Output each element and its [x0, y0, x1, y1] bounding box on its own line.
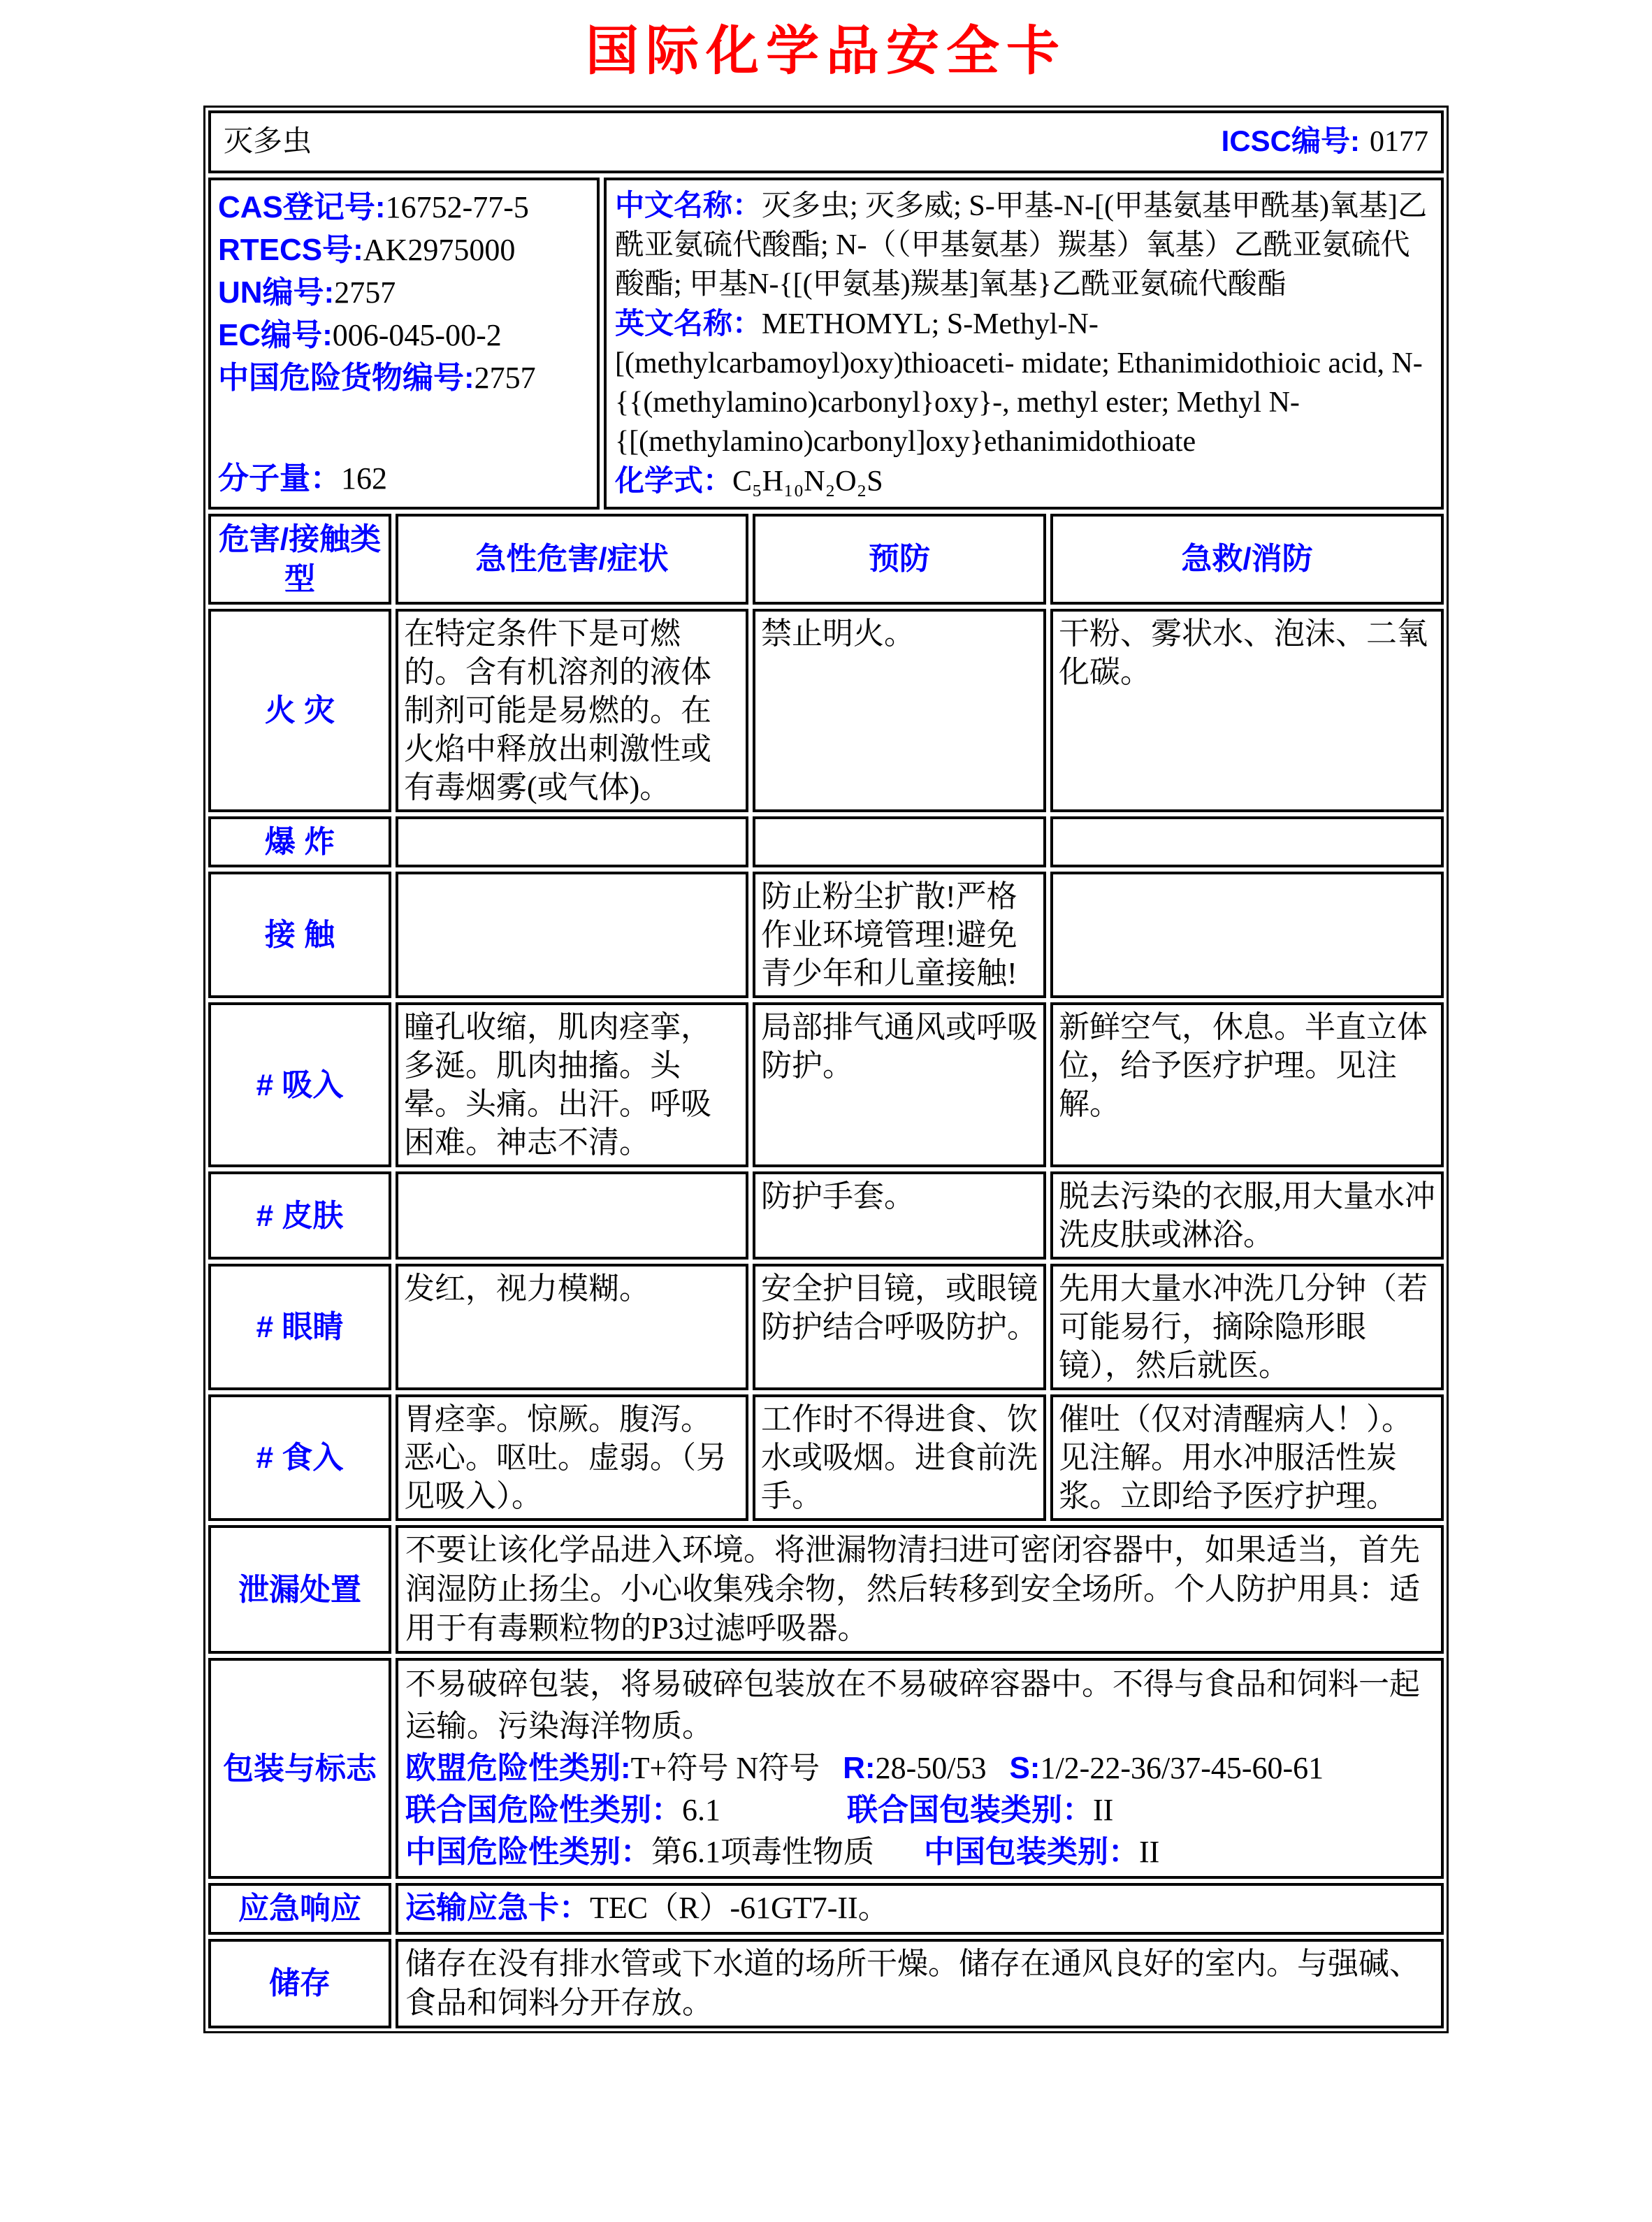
hazard-row-explosion	[208, 816, 1444, 867]
explosion-first-aid	[1050, 816, 1444, 867]
emergency-response-cell	[396, 1883, 1444, 1934]
ec-label: EC编号:	[218, 317, 333, 352]
hazard-row-fire	[208, 609, 1444, 812]
substance-name: 灭多虫	[224, 125, 312, 158]
formula-label: 化学式：	[615, 463, 733, 497]
spill-disposal-row	[208, 1525, 1444, 1654]
molecular-weight-line	[218, 457, 593, 500]
ec-value: 006-045-00-2	[332, 317, 502, 352]
storage-row	[208, 1939, 1444, 2028]
un-hazard-class-value: 6.1	[682, 1793, 720, 1828]
ingestion-symptoms: 胃痉挛。惊厥。腹泻。恶心。呕吐。虚弱。（另见吸入）。	[396, 1394, 748, 1521]
exposure-symptoms	[396, 872, 748, 998]
explosion-prevention	[753, 816, 1046, 867]
spill-disposal-text: 不要让该化学品进入环境。将泄漏物清扫进可密闭容器中，如果适当，首先润湿防止扬尘。小心收集残余物，然后转移到安全场所。个人防护用具：适用于有毒颗粒物的P3过滤呼吸器。	[396, 1525, 1444, 1654]
hazard-row-eyes	[208, 1264, 1444, 1390]
china-dg-label: 中国危险货物编号:	[218, 360, 474, 395]
china-dg-number-line	[218, 356, 593, 399]
rtecs-value: AK2975000	[363, 232, 516, 267]
packaging-label: 包装与标志	[208, 1658, 391, 1879]
r-phrases-label: R:	[843, 1751, 876, 1786]
cas-number-line	[218, 186, 593, 229]
english-name-value: METHOMYL; S-Methyl-N-[(methylcarbamoyl)oxy)thioaceti- midate; Ethanimidothioic acid, N-{{(methylamino)carbonyl}oxy}-, methyl ester; Methyl N-{[(methylamino)carbonyl]oxy}ethanimidothioate	[615, 308, 1423, 458]
ingestion-first-aid: 催吐（仅对清醒病人！）。见注解。用水冲服活性炭浆。立即给予医疗护理。	[1050, 1394, 1444, 1521]
un-class-line	[405, 1789, 1434, 1831]
rtecs-number-line	[218, 229, 593, 271]
china-class-line	[405, 1831, 1434, 1873]
fire-symptoms: 在特定条件下是可燃的。含有机溶剂的液体制剂可能是易燃的。在火焰中释放出刺激性或有毒烟雾(或气体)。	[396, 609, 748, 812]
inhalation-first-aid: 新鲜空气，休息。半直立体位，给予医疗护理。见注解。	[1050, 1002, 1444, 1167]
storage-text: 储存在没有排水管或下水道的场所干燥。储存在通风良好的室内。与强碱、食品和饲料分开存放。	[396, 1939, 1444, 2028]
header-hazard-type: 危害/接触类型	[208, 514, 391, 605]
identification-row	[208, 178, 1444, 510]
transport-card-label: 运输应急卡：	[405, 1891, 590, 1926]
emergency-response-row	[208, 1883, 1444, 1934]
inhalation-prevention: 局部排气通风或呼吸防护。	[753, 1002, 1046, 1167]
eyes-symptoms: 发红，视力模糊。	[396, 1264, 748, 1390]
eu-hazard-line	[405, 1747, 1434, 1789]
un-number-line	[218, 271, 593, 314]
packaging-content-cell	[396, 1658, 1444, 1879]
icsc-label: ICSC编号:	[1221, 124, 1360, 158]
transport-card-value: TEC（R）-61GT7-II。	[590, 1891, 889, 1926]
spacer	[218, 399, 593, 457]
english-name-paragraph	[615, 304, 1433, 461]
chinese-name-paragraph	[615, 186, 1433, 304]
skin-prevention: 防护手套。	[753, 1171, 1046, 1260]
ingestion-row-label: # 食入	[208, 1394, 391, 1521]
eyes-row-label: # 眼睛	[208, 1264, 391, 1390]
fire-first-aid: 干粉、雾状水、泡沫、二氧化碳。	[1050, 609, 1444, 812]
eyes-first-aid: 先用大量水冲洗几分钟（若可能易行，摘除隐形眼镜），然后就医。	[1050, 1264, 1444, 1390]
emergency-response-label: 应急响应	[208, 1883, 391, 1934]
english-name-label: 英文名称：	[615, 306, 762, 340]
china-dg-value: 2757	[474, 360, 536, 395]
ec-number-line	[218, 314, 593, 356]
hazard-row-inhalation	[208, 1002, 1444, 1167]
r-phrases-value: 28-50/53	[875, 1751, 987, 1786]
s-phrases-label: S:	[1009, 1751, 1041, 1786]
china-packing-group-value: II	[1139, 1835, 1160, 1870]
header-prevention: 预防	[753, 514, 1046, 605]
china-hazard-class-value: 第6.1项毒性物质	[651, 1835, 874, 1870]
molecular-weight-label: 分子量：	[218, 461, 341, 496]
eu-hazard-value: T+符号 N符号	[630, 1751, 820, 1786]
inhalation-symptoms: 瞳孔收缩，肌肉痉挛，多涎。肌肉抽搐。头晕。头痛。出汗。呼吸困难。神志不清。	[396, 1002, 748, 1167]
hazard-row-skin	[208, 1171, 1444, 1260]
hazard-row-ingestion	[208, 1394, 1444, 1521]
un-hazard-class-label: 联合国危险性类别：	[405, 1793, 682, 1828]
cas-value: 16752-77-5	[385, 189, 529, 224]
safety-card	[203, 106, 1449, 2033]
page-title: 国际化学品安全卡	[586, 22, 1066, 81]
eyes-prevention: 安全护目镜，或眼镜防护结合呼吸防护。	[753, 1264, 1046, 1390]
chinese-name-label: 中文名称：	[615, 188, 762, 222]
fire-prevention: 禁止明火。	[753, 609, 1046, 812]
name-row-cell	[208, 110, 1444, 173]
s-phrases-value: 1/2-22-36/37-45-60-61	[1040, 1751, 1324, 1786]
molecular-weight-value: 162	[341, 461, 387, 496]
skin-first-aid: 脱去污染的衣服,用大量水冲洗皮肤或淋浴。	[1050, 1171, 1444, 1260]
exposure-prevention: 防止粉尘扩散!严格作业环境管理!避免青少年和儿童接触!	[753, 872, 1046, 998]
skin-symptoms	[396, 1171, 748, 1260]
un-label: UN编号:	[218, 275, 335, 310]
explosion-symptoms	[396, 816, 748, 867]
hazard-row-exposure	[208, 872, 1444, 998]
storage-label: 储存	[208, 1939, 391, 2028]
china-hazard-class-label: 中国危险性类别：	[405, 1835, 651, 1870]
fire-row-label: 火 灾	[208, 609, 391, 812]
chinese-name-value: 灭多虫; 灭多威; S-甲基-N-[(甲基氨基甲酰基)氧基]乙酰亚氨硫代酸酯; N-（（甲基氨基）羰基）氧基）乙酰亚氨硫代酸酯; 甲基N-{[(甲氨基)羰基]氧基}乙酰亚氨硫代酸酯	[615, 189, 1427, 301]
header-first-aid: 急救/消防	[1050, 514, 1444, 605]
rtecs-label: RTECS号:	[218, 232, 363, 267]
name-row	[208, 110, 1444, 173]
packaging-text: 不易破碎包装，将易破碎包装放在不易破碎容器中。不得与食品和饲料一起运输。污染海洋物质。	[405, 1667, 1420, 1744]
formula-value: C₅H₁₀N₂O₂S	[732, 465, 883, 498]
header-acute-symptoms: 急性危害/症状	[396, 514, 748, 605]
eu-hazard-label: 欧盟危险性类别:	[405, 1751, 631, 1786]
china-packing-group-label: 中国包装类别：	[924, 1835, 1139, 1870]
icsc-number: 0177	[1370, 126, 1428, 159]
hazard-header-row	[208, 514, 1444, 605]
un-packing-group-value: II	[1093, 1793, 1114, 1828]
exposure-row-label: 接 触	[208, 872, 391, 998]
skin-row-label: # 皮肤	[208, 1171, 391, 1260]
formula-line	[615, 461, 1433, 501]
ingestion-prevention: 工作时不得进食、饮水或吸烟。进食前洗手。	[753, 1394, 1046, 1521]
un-packing-group-label: 联合国包装类别：	[847, 1793, 1093, 1828]
explosion-row-label: 爆 炸	[208, 816, 391, 867]
exposure-first-aid	[1050, 872, 1444, 998]
spill-disposal-label: 泄漏处置	[208, 1525, 391, 1654]
packaging-row	[208, 1658, 1444, 1879]
icsc-number-group	[1222, 123, 1428, 161]
inhalation-row-label: # 吸入	[208, 1002, 391, 1167]
un-value: 2757	[334, 275, 396, 310]
cas-label: CAS登记号:	[218, 189, 386, 224]
identification-registry-cell	[208, 178, 600, 510]
identification-names-cell	[604, 178, 1444, 510]
